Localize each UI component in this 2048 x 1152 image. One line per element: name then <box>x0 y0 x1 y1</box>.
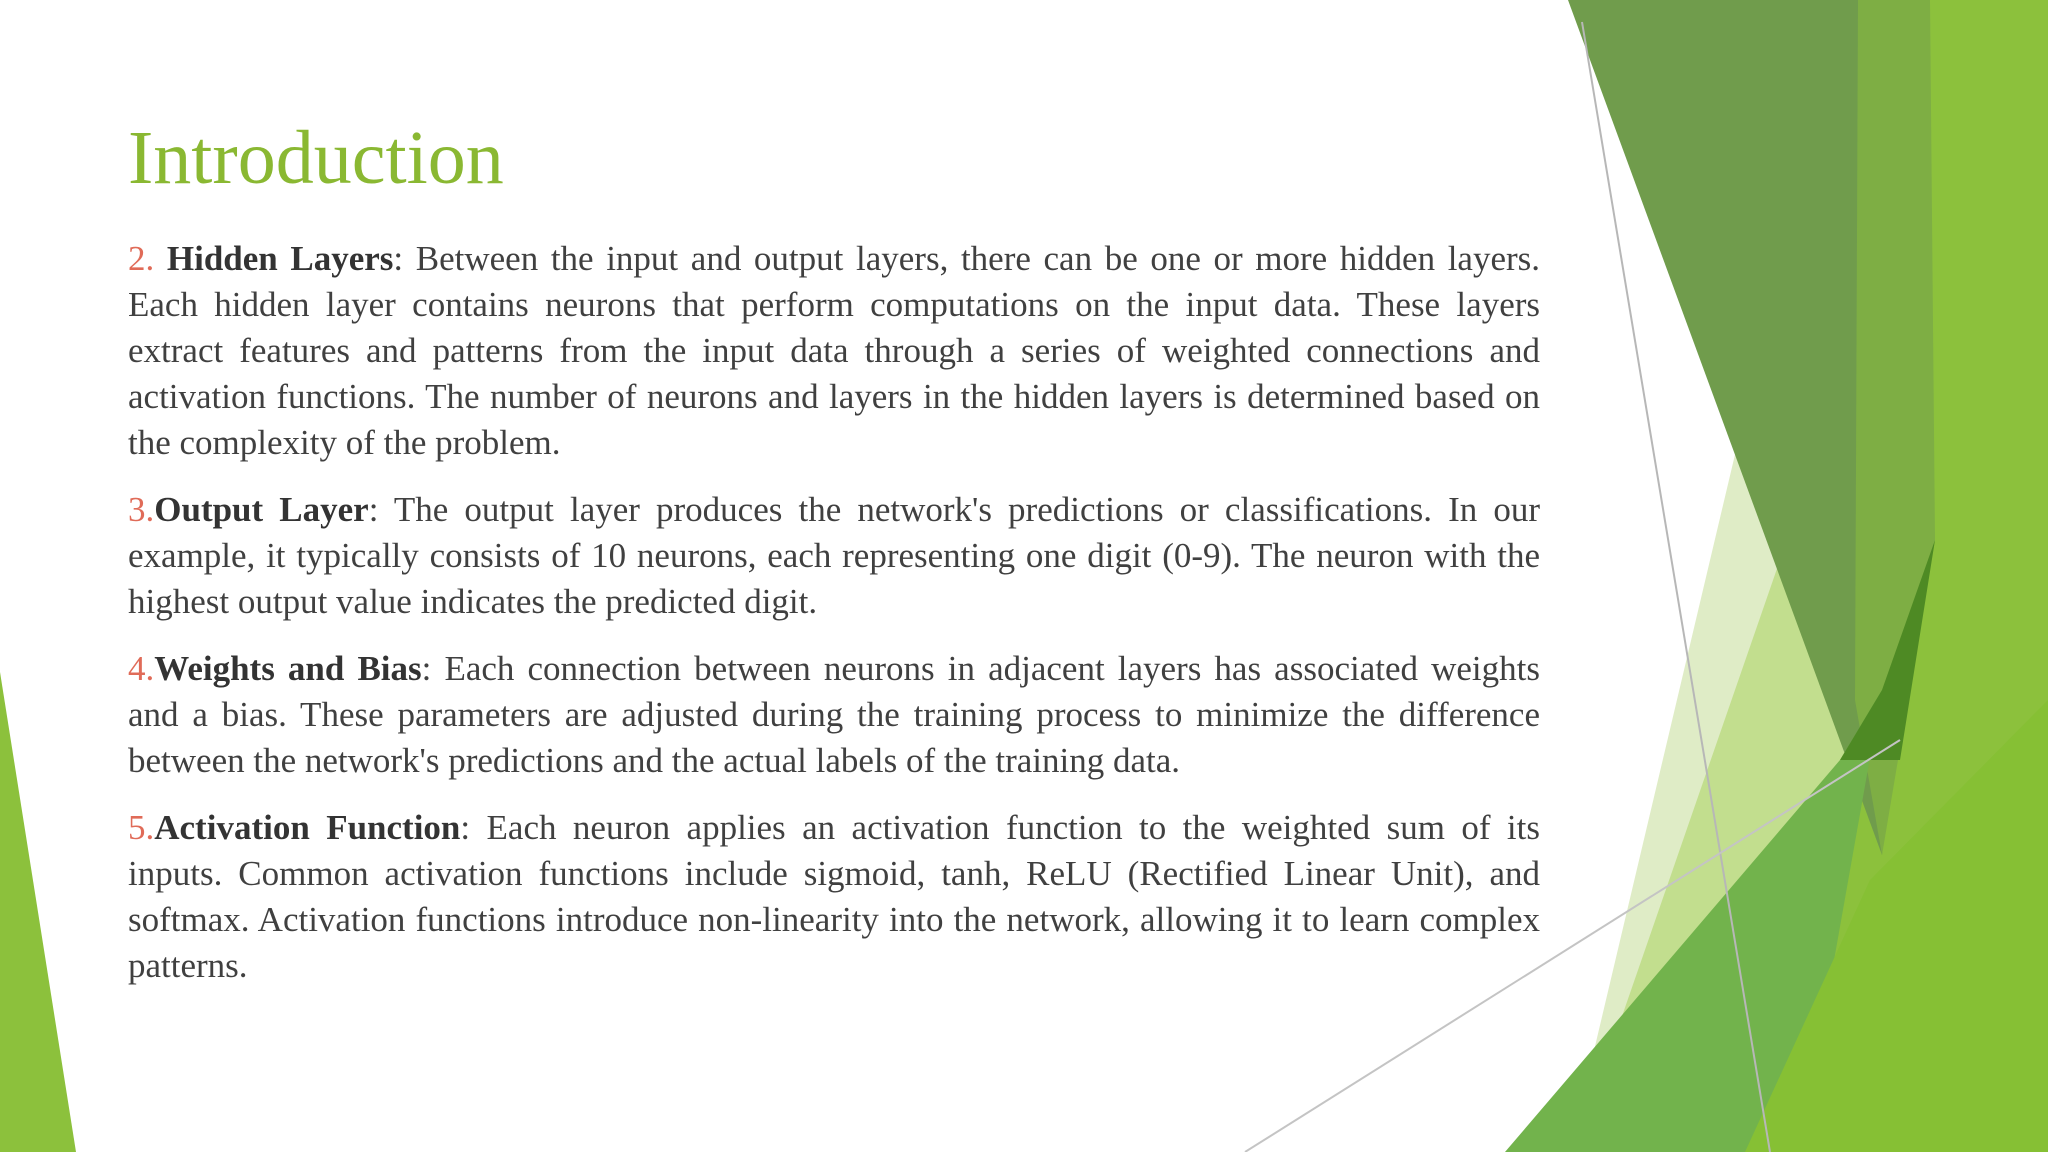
paragraph-text: : The output layer produces the network's predictions or classifications. In our example, it typically consists of 10 neurons, each representing one digit (0-9). The neuron with the highest output value indicates the predicted digit. <box>128 490 1540 621</box>
paragraph-activation-function <box>128 805 1540 989</box>
item-number: 5. <box>128 808 155 847</box>
paragraph-weights-and-bias <box>128 646 1540 784</box>
term-activation-function: Activation Function <box>154 808 461 847</box>
paragraph-text: : Each neuron applies an activation function to the weighted sum of its inputs. Common activation functions include sigmoid, tanh, ReLU (Rectified Linear Unit), and softmax. Activation functions introduce non-linearity into the network, allowing it to learn complex patterns. <box>128 808 1540 985</box>
term-output-layer: Output Layer <box>154 490 369 529</box>
term-hidden-layers: Hidden Layers <box>166 239 394 278</box>
left-facet <box>0 672 76 1152</box>
paragraph-output-layer <box>128 487 1540 625</box>
item-number: 2. <box>128 239 167 278</box>
item-number: 3. <box>128 490 155 529</box>
paragraph-text: : Each connection between neurons in adjacent layers has associated weights and a bias. These parameters are adjusted during the training process to minimize the difference between the network's predictions and the actual labels of the training data. <box>128 649 1540 780</box>
paragraph-hidden-layers <box>128 236 1540 466</box>
slide-title: Introduction <box>128 116 504 200</box>
term-weights-and-bias: Weights and Bias <box>154 649 422 688</box>
item-number: 4. <box>128 649 155 688</box>
content-body <box>128 236 1540 1010</box>
paragraph-text: : Between the input and output layers, there can be one or more hidden layers. Each hidden layer contains neurons that perform computations on the input data. These layers extract features and patterns from the input data through a series of weighted connections and activation functions. The number of neurons and layers in the hidden layers is determined based on the complexity of the problem. <box>128 239 1541 462</box>
